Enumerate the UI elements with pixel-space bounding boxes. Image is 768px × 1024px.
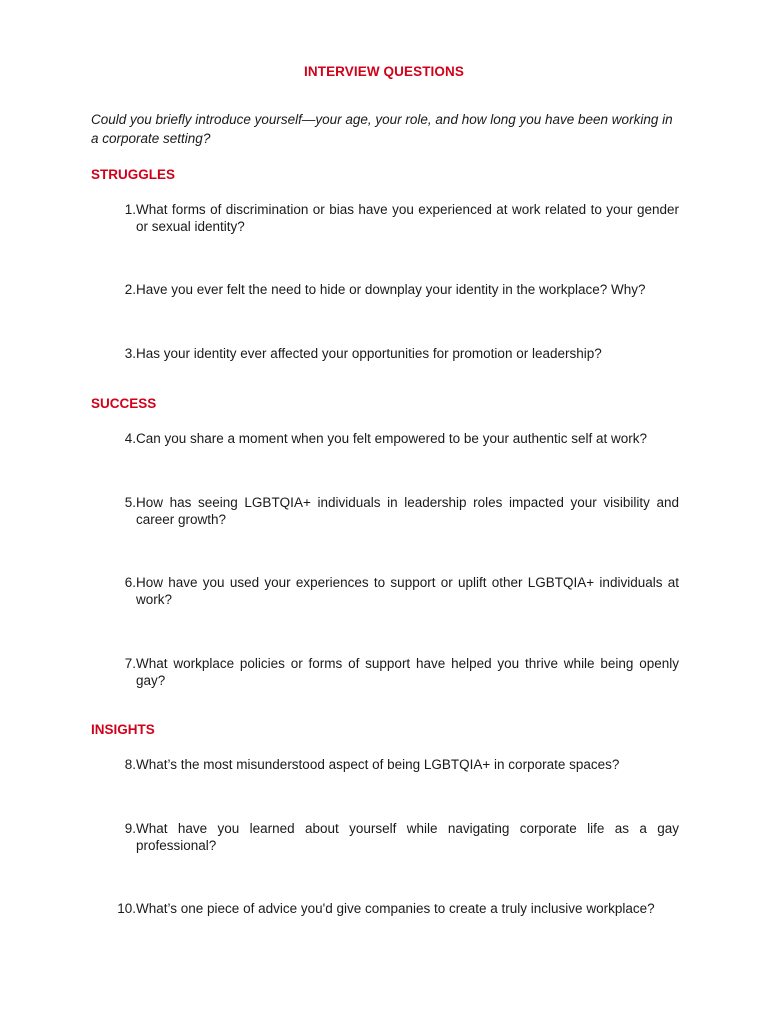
question-text: What’s one piece of advice you'd give companies to create a truly inclusive workplace? — [136, 901, 655, 916]
question-item — [105, 345, 679, 362]
question-item — [105, 281, 679, 298]
question-text: Have you ever felt the need to hide or downplay your identity in the workplace? Why? — [136, 282, 646, 297]
section-heading-insights: INSIGHTS — [91, 722, 155, 737]
question-item — [105, 756, 679, 773]
question-item — [105, 820, 679, 854]
question-text: What forms of discrimination or bias have you experienced at work related to your gender or sexual identity? — [136, 202, 679, 234]
question-item — [105, 201, 679, 235]
intro-question: Could you briefly introduce yourself—your age, your role, and how long you have been working in a corporate setting? — [91, 112, 673, 146]
section-heading-struggles: STRUGGLES — [91, 167, 176, 182]
question-number: 8. — [124, 757, 136, 772]
question-number: 10. — [117, 901, 136, 916]
question-number: 1. — [124, 202, 136, 217]
question-text: Can you share a moment when you felt empowered to be your authentic self at work? — [136, 431, 648, 446]
question-number: 5. — [124, 495, 136, 510]
question-item — [105, 430, 679, 447]
question-number: 4. — [124, 431, 136, 446]
question-text: How has seeing LGBTQIA+ individuals in leadership roles impacted your visibility and career growth? — [136, 495, 679, 527]
question-item — [105, 494, 679, 528]
question-text: What have you learned about yourself while navigating corporate life as a gay professional? — [136, 821, 679, 853]
question-item — [105, 900, 679, 917]
question-item — [105, 655, 679, 689]
document-title: INTERVIEW QUESTIONS — [304, 64, 464, 79]
question-text: What workplace policies or forms of support have helped you thrive while being openly gay? — [136, 656, 679, 688]
question-number: 6. — [124, 575, 136, 590]
question-text: How have you used your experiences to support or uplift other LGBTQIA+ individuals at work? — [136, 575, 679, 607]
question-item — [105, 574, 679, 608]
question-text: Has your identity ever affected your opportunities for promotion or leadership? — [136, 346, 602, 361]
question-number: 9. — [124, 821, 136, 836]
question-number: 3. — [124, 346, 136, 361]
question-text: What’s the most misunderstood aspect of being LGBTQIA+ in corporate spaces? — [136, 757, 620, 772]
section-heading-success: SUCCESS — [91, 396, 157, 411]
question-number: 7. — [124, 656, 136, 671]
question-number: 2. — [124, 282, 136, 297]
